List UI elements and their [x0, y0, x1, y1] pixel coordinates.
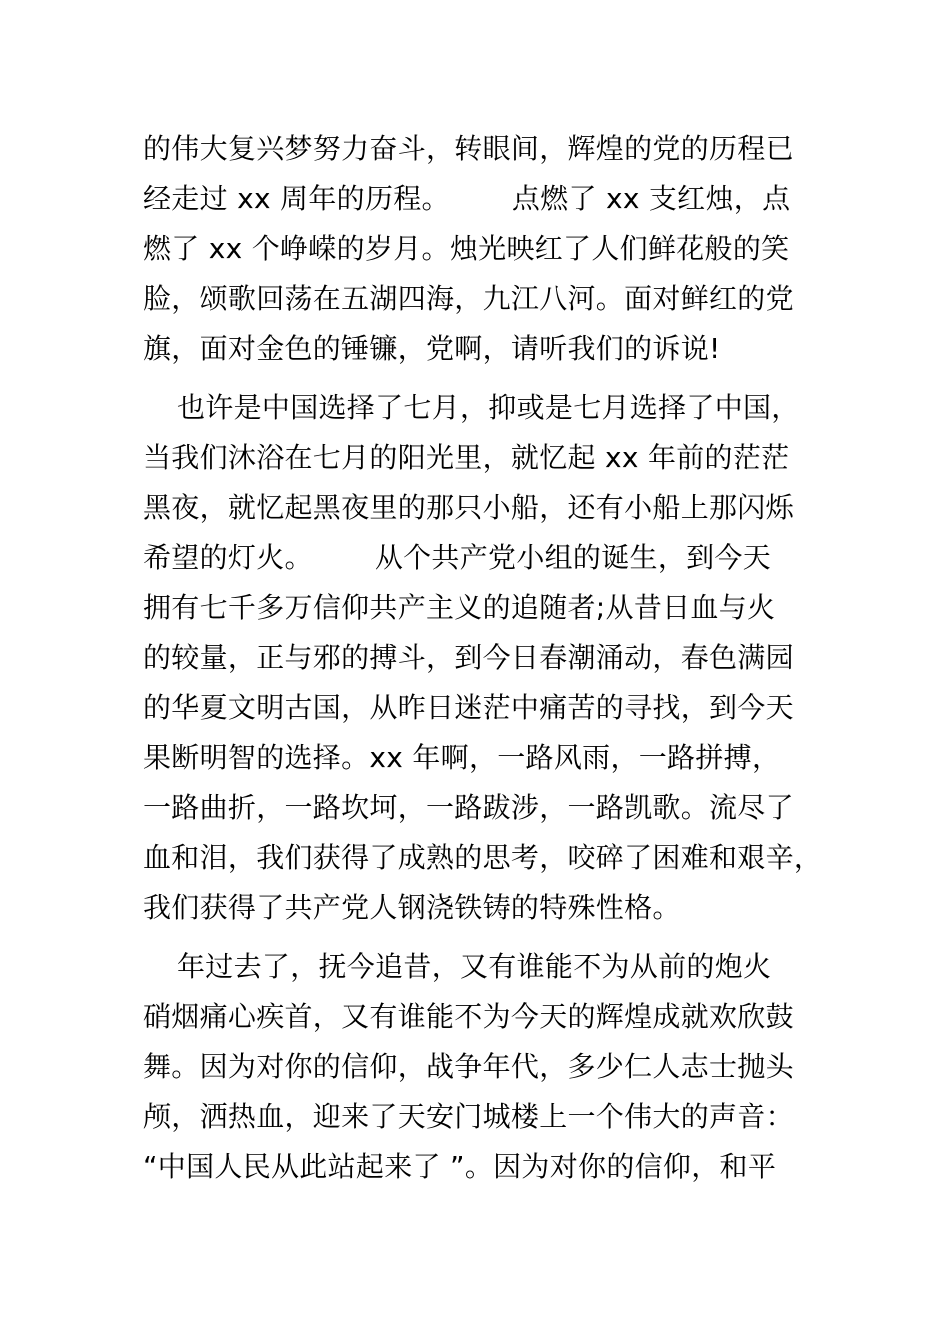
- text-segment: 希望的灯火。: [143, 541, 313, 574]
- text-line: 颅，洒热血，迎来了天安门城楼上一个伟大的声音：: [143, 1100, 794, 1133]
- text-line: 一路曲折，一路坎坷，一路跋涉，一路凯歌。流尽了: [143, 791, 794, 824]
- text-line: [143, 174, 843, 224]
- text-line: 我们获得了共产党人钢浇铁铸的特殊性格。: [143, 891, 681, 924]
- text-line: [143, 942, 843, 992]
- text-line: [143, 383, 843, 433]
- text-line: 的较量，正与邪的搏斗，到今日春潮涌动，春色满园: [143, 641, 794, 674]
- paragraph-1: [143, 124, 843, 374]
- text-segment: 经走过 xx 周年的历程。: [143, 182, 450, 215]
- text-line: 脸，颂歌回荡在五湖四海，九江八河。面对鲜红的党: [143, 282, 794, 315]
- text-line: 当我们沐浴在七月的阳光里，就忆起 xx 年前的茫茫: [143, 441, 790, 474]
- text-line: 血和泪，我们获得了成熟的思考，咬碎了困难和艰辛，: [143, 841, 823, 874]
- text-segment: 点燃了 xx 支红烛，点: [511, 182, 791, 215]
- paragraph-2: [143, 383, 843, 933]
- text-line: 的华夏文明古国，从昨日迷茫中痛苦的寻找，到今天: [143, 691, 794, 724]
- text-line: 旗，面对金色的锤镰，党啊，请听我们的诉说!: [143, 332, 721, 365]
- text-line: 的伟大复兴梦努力奋斗，转眼间，辉煌的党的历程已: [143, 132, 794, 165]
- text-line: 果断明智的选择。xx 年啊，一路风雨，一路拼搏，: [143, 741, 781, 774]
- text-segment: 从个共产党小组的诞生，到今天: [374, 541, 772, 574]
- text-line: 舞。因为对你的信仰，战争年代，多少仁人志士抛头: [143, 1050, 794, 1083]
- paragraph-3: [143, 942, 843, 1192]
- text-segment: 也许是中国选择了七月，抑或是七月选择了中国，: [177, 391, 800, 424]
- text-line: 拥有七千多万信仰共产主义的追随者;从昔日血与火: [143, 591, 776, 624]
- text-line: [143, 533, 843, 583]
- text-line: 黑夜，就忆起黑夜里的那只小船，还有小船上那闪烁: [143, 491, 794, 524]
- document-body: [143, 124, 843, 1201]
- text-line: “中国人民从此站起来了 ”。因为对你的信仰，和平: [143, 1150, 777, 1183]
- text-line: 硝烟痛心疾首，又有谁能不为今天的辉煌成就欢欣鼓: [143, 1000, 794, 1033]
- text-segment: 年过去了，抚今追昔，又有谁能不为从前的炮火: [177, 950, 772, 983]
- text-line: 燃了 xx 个峥嵘的岁月。烛光映红了人们鲜花般的笑: [143, 232, 790, 265]
